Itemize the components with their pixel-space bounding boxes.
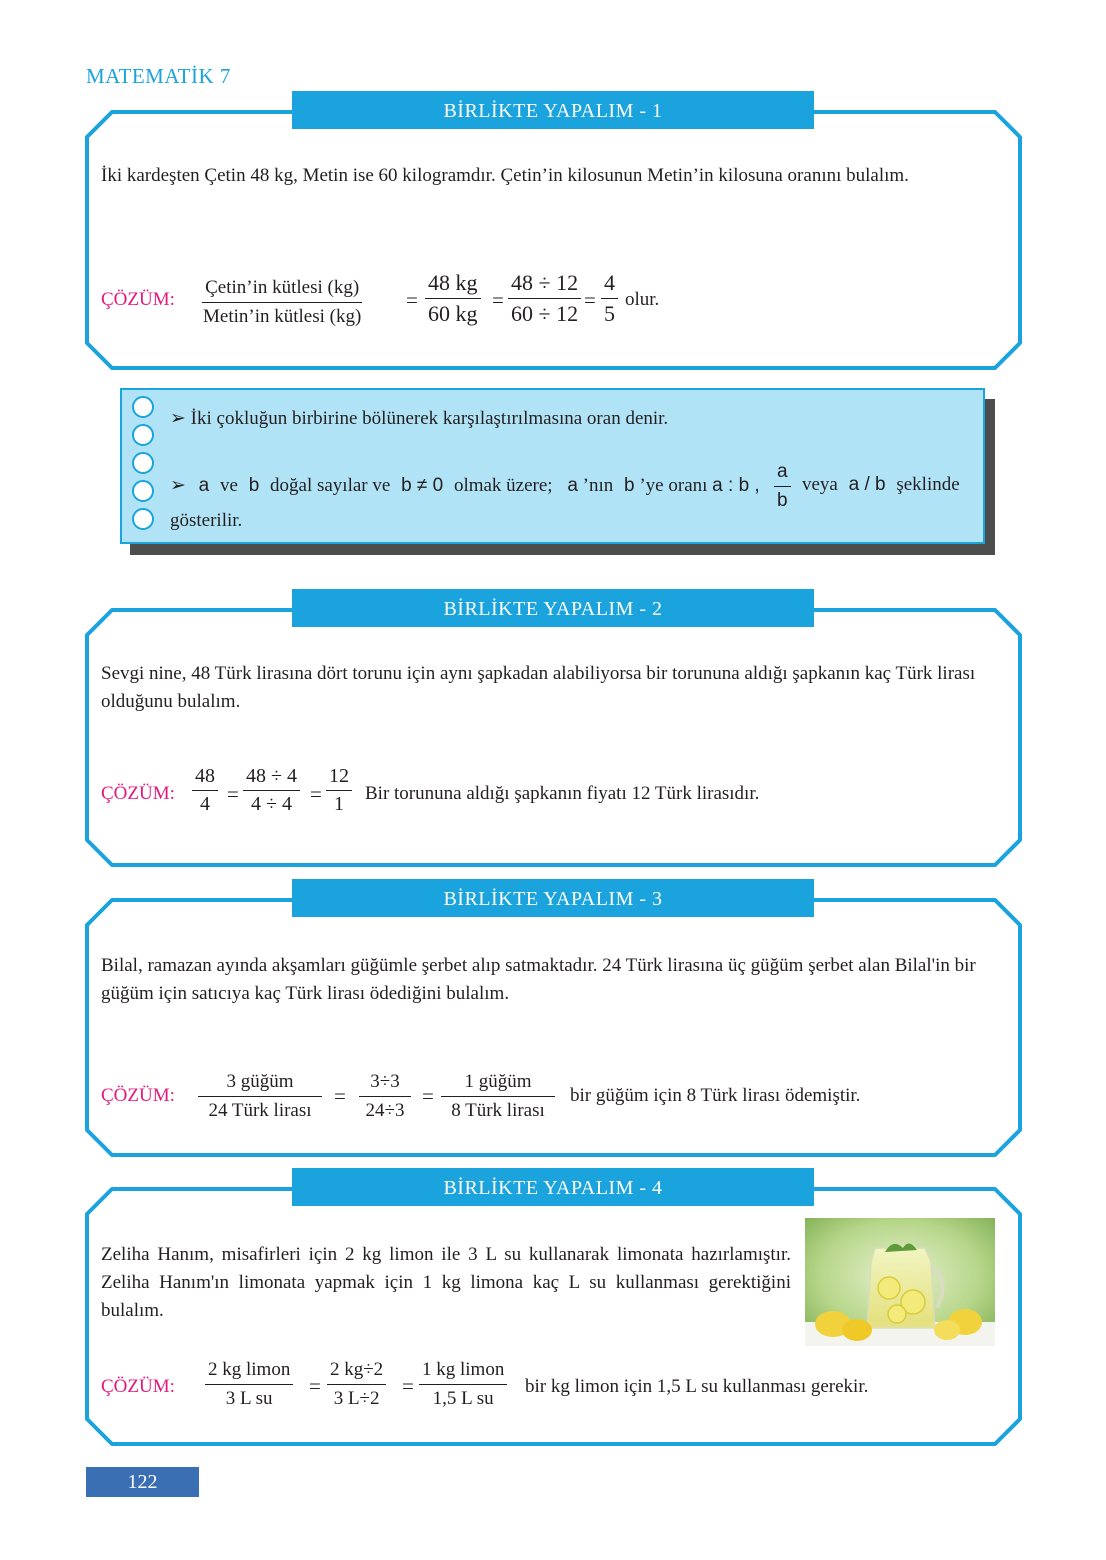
section2-fraction-2 [243,765,300,816]
section4-problem: Zeliha Hanım, misafirleri için 2 kg limon ile 3 L su kullanarak limonata hazırlamıştır. Zeliha Hanım'ın limonata yapmak için 1 kg limona kaç L su kullanması gerektiğini bulalım. [101,1244,791,1321]
ratio-colon: a : b , [712,475,760,496]
denominator: 24÷3 [365,1100,405,1121]
section1-result: olur. [625,289,660,310]
numerator: 48 ÷ 4 [243,765,300,791]
definition-line-2-end [802,474,960,496]
var-a: a [567,475,578,496]
binder-ring-icon [132,452,154,474]
denominator: 8 Türk lirası [451,1100,545,1121]
denominator: 60 ÷ 12 [511,301,579,326]
section3-fraction-2 [359,1071,411,1122]
denominator: 4 ÷ 4 [251,793,292,815]
numerator: 3÷3 [359,1071,411,1097]
numerator: 2 kg limon [205,1359,293,1385]
equals-sign: = [406,288,418,312]
equals-sign: = [334,1084,346,1108]
b-not-zero: b ≠ 0 [401,475,444,496]
binder-ring-icon [132,480,154,502]
numerator: 2 kg÷2 [327,1359,386,1385]
word-ve: ve [220,475,238,496]
binder-ring-icon [132,508,154,530]
section2-frame [87,610,1020,865]
equals-sign: = [309,1374,321,1398]
section1-problem: İki kardeşten Çetin 48 kg, Metin ise 60 kilogramdır. Çetin’in kilosunun Metin’in kilosuna oranını bulalım. [101,165,909,186]
text-seklinde: şeklinde [896,474,960,495]
section4-fraction-1 [205,1359,293,1410]
section2-fraction-1 [192,765,218,816]
numerator: 1 güğüm [441,1071,555,1097]
section3-problem: Bilal, ramazan ayında akşamları güğümle şerbet alıp satmaktadır. 24 Türk lirasına üç güğüm şerbet alan Bilal'in bir güğüm için satıcıya kaç Türk lirası ödediğini bulalım. [101,955,976,1004]
arrow-bullet-icon: ➢ [170,408,186,429]
denominator: 5 [604,301,615,326]
equals-sign: = [310,782,322,806]
section4-result: bir kg limon için 1,5 L su kullanması gerekir. [525,1376,869,1397]
numerator: 3 güğüm [198,1071,322,1097]
denominator: b [777,490,788,511]
var-a: a [198,475,210,496]
text-nin: ’nın [582,475,614,496]
var-b: b [624,475,635,496]
definition-text: İki çokluğun birbirine bölünerek karşılaştırılmasına oran denir. [190,408,669,429]
equals-sign: = [492,288,504,312]
numerator: 1 kg limon [419,1359,507,1385]
denominator: 1 [334,793,344,815]
definition-line-2 [170,474,760,497]
section2-problem: Sevgi nine, 48 Türk lirasına dört torunu için aynı şapkadan alabiliyorsa bir torununa aldığı şapkanın kaç Türk lirası olduğunu bulalım. [101,663,976,712]
numerator: 4 [601,270,618,299]
section2-title: BİRLİKTE YAPALIM - 2 [292,589,814,627]
section1-solution-label: ÇÖZÜM: [101,289,175,310]
denominator: 1,5 L su [432,1388,494,1409]
lemonade-jar-photo [805,1218,995,1346]
denominator: Metin’in kütlesi (kg) [203,306,362,327]
equals-sign: = [584,288,596,312]
arrow-bullet-icon: ➢ [170,475,186,496]
numerator: 48 ÷ 12 [508,270,581,299]
binder-ring-icon [132,424,154,446]
numerator: 48 kg [425,270,481,299]
denominator: 60 kg [428,301,478,326]
section4-fraction-2 [327,1359,386,1410]
section4-title: BİRLİKTE YAPALIM - 4 [292,1168,814,1206]
section1-fraction-2 [425,270,481,327]
section3-title: BİRLİKTE YAPALIM - 3 [292,879,814,917]
section3-solution-label: ÇÖZÜM: [101,1085,175,1106]
text-dogal: doğal sayılar ve [270,475,391,496]
section1-fraction-1 [200,277,364,328]
section2-solution-label: ÇÖZÜM: [101,783,175,804]
section3-fraction-1 [198,1071,322,1122]
equals-sign: = [422,1084,434,1108]
numerator: a [774,461,791,487]
numerator: 48 [192,765,218,791]
denominator: 4 [200,793,210,815]
numerator: Çetin’in kütlesi (kg) [202,277,362,303]
section4-solution-label: ÇÖZÜM: [101,1376,175,1397]
equals-sign: = [402,1374,414,1398]
word-veya: veya [802,474,838,495]
ratio-slash: a / b [848,474,886,495]
section1-title: BİRLİKTE YAPALIM - 1 [292,91,814,129]
page-number: 122 [86,1467,199,1497]
text-olmak: olmak üzere; [453,475,553,496]
text-ye-orani: ’ye oranı [639,475,708,496]
binder-ring-icon [132,396,154,418]
section3-result: bir güğüm için 8 Türk lirası ödemiştir. [570,1085,861,1106]
definition-line-1 [170,407,668,430]
section1-frame [87,112,1020,368]
section1-fraction-4 [601,270,618,327]
denominator: 3 L÷2 [333,1388,380,1409]
definition-line-3: gösterilir. [170,510,243,531]
denominator: 24 Türk lirası [208,1100,312,1121]
book-title: MATEMATİK 7 [86,64,231,88]
equals-sign: = [227,782,239,806]
section1-fraction-3 [508,270,581,327]
section2-fraction-3 [326,765,352,816]
section2-result: Bir torununa aldığı şapkanın fiyatı 12 Türk lirasıdır. [365,783,760,804]
numerator: 12 [326,765,352,791]
section3-fraction-3 [441,1071,555,1122]
section4-fraction-3 [419,1359,507,1410]
var-b: b [248,475,260,496]
denominator: 3 L su [225,1388,273,1409]
ratio-fraction [774,461,791,512]
